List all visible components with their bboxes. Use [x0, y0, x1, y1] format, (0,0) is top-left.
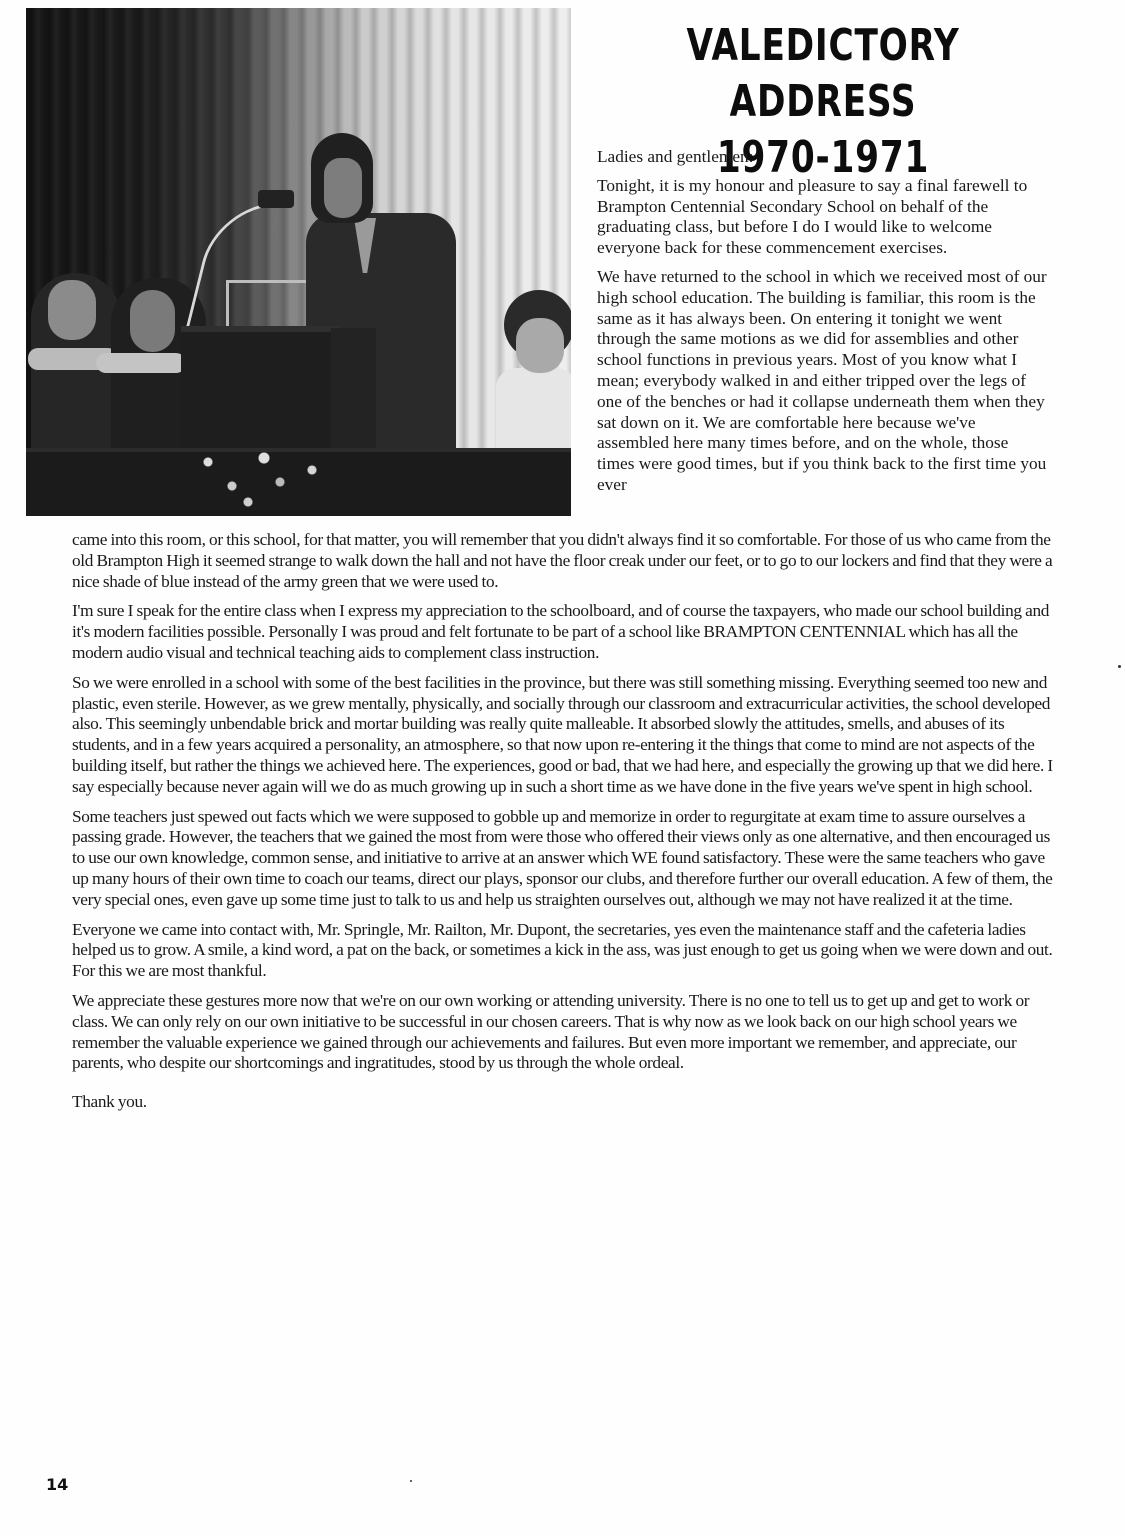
title-line-2: 1970-1971 — [716, 132, 930, 183]
paragraph-3: I'm sure I speak for the entire class when I express my appreciation to the schoolboard, and of course the taxpayers, who made our school building and it's modern facilities possible. Personally I was proud and felt fortunate to be part of a school like BRAMPTON CENTENNIAL which has all the modern audio visual and technical teaching aids to complement class instruction. — [72, 601, 1050, 662]
title-line-1: VALEDICTORY ADDRESS — [686, 20, 960, 127]
seated-faculty-2-face — [130, 290, 175, 352]
seated-faculty-2-hood — [96, 353, 186, 373]
page-number: 14 — [46, 1475, 69, 1494]
full-width-text — [72, 530, 1062, 1122]
podium-side — [331, 328, 376, 448]
paragraph-2-continuation: came into this room, or this school, for that matter, you will remember that you didn't always find it so comfortable. For those of us who came from the old Brampton High it seemed strange to walk down the hall and not have the floor creak under our feet, or to go to our lockers and find that they were a nice shade of blue instead of the army green that we were used to. — [72, 530, 1053, 591]
paragraph-6: Everyone we came into contact with, Mr. Springle, Mr. Railton, Mr. Dupont, the secretaries, yes even the maintenance staff and the cafeteria ladies helped us to grow. A smile, a kind word, a pat on the back, or sometimes a kick in the ass, was just enough to get us going when we were down and out. For this we are most thankful. — [72, 919, 1053, 981]
paragraph-7: We appreciate these gestures more now that we're on our own working or attending university. There is no one to tell us to get up and get to work or class. We can only rely on our own initiative to be successful in our chosen careers. That is why now as we look back on our high school years we remember the valuable experience we gained through our achievements and failures. But even more important we remember, and appreciate, our parents, who despite our shortcomings and ingratitudes, stood by us through the whole ordeal. — [72, 990, 1030, 1073]
paragraph-5: Some teachers just spewed out facts which we were supposed to gobble up and memorize in order to regurgitate at exam time to assure ourselves a passing grade. However, the teachers that we gained the most from were those who offered their views only as one alternative, and then encouraged us to use our own knowledge, common sense, and initiative to arrive at an answer which WE found satisfactory. These were the same teachers who gave up many hours of their own time to coach our teams, direct our plays, sponsor our clubs, and therefore further our overall education. A few of them, the very special ones, even gave up some time just to talk to us and help us straighten ourselves out, although we may not have realized it at the time. — [72, 806, 1053, 909]
seated-woman — [496, 368, 571, 453]
paragraph-2: We have returned to the school in which we received most of our high school education. The building is familiar, this room is the same as it has always been. On entering it tonight we went through the same motions as we did for assemblies and other school functions in previous years. Most of you know what I mean; everybody walked in and either tripped over the legs of one of the benches or had it collapse underneath them when they sat down on it. We are comfortable here because we've assembled here many times before, and on the whole, those times were good times, but if you think back to the first time you ever — [597, 266, 1047, 494]
print-speck — [410, 1480, 412, 1482]
speaker-face — [324, 158, 362, 218]
paragraph-4: So we were enrolled in a school with some of the best facilities in the province, but there was still something missing. Everything seemed too new and plastic, even sterile. However, as we grew mentally, physically, and socially through our classroom and extracurricular activities, the school developed also. This seemingly unbendable brick and mortar building was really quite malleable. It absorbed slowly the attitudes, smells, and abuses of its students, and in a few years acquired a personality, an atmosphere, so that now upon re-entering it the things that come to mind are not aspects of the building itself, but rather the things we achieved here. The experiences, good or bad, that we had here, and especially the growing up that we did here. I say especially because never again will we do as much growing up in such a short time as we have done in the five years we've spent in high school. — [72, 672, 1053, 796]
microphone — [258, 190, 294, 208]
flower-arrangement — [176, 438, 336, 516]
paragraph-1: Tonight, it is my honour and pleasure to say a final farewell to Brampton Centennial Secondary School on behalf of the graduating class, but before I do I would like to welcome everyone back for these commencement exercises. — [597, 175, 1028, 258]
seated-faculty-1-face — [48, 280, 96, 340]
seated-woman-face — [516, 318, 564, 373]
right-column-text — [597, 147, 1047, 496]
salutation: Ladies and gentlemen: — [597, 147, 754, 166]
print-speck — [1118, 665, 1121, 668]
valedictorian-photo — [26, 8, 571, 516]
closing: Thank you. — [72, 1092, 147, 1112]
